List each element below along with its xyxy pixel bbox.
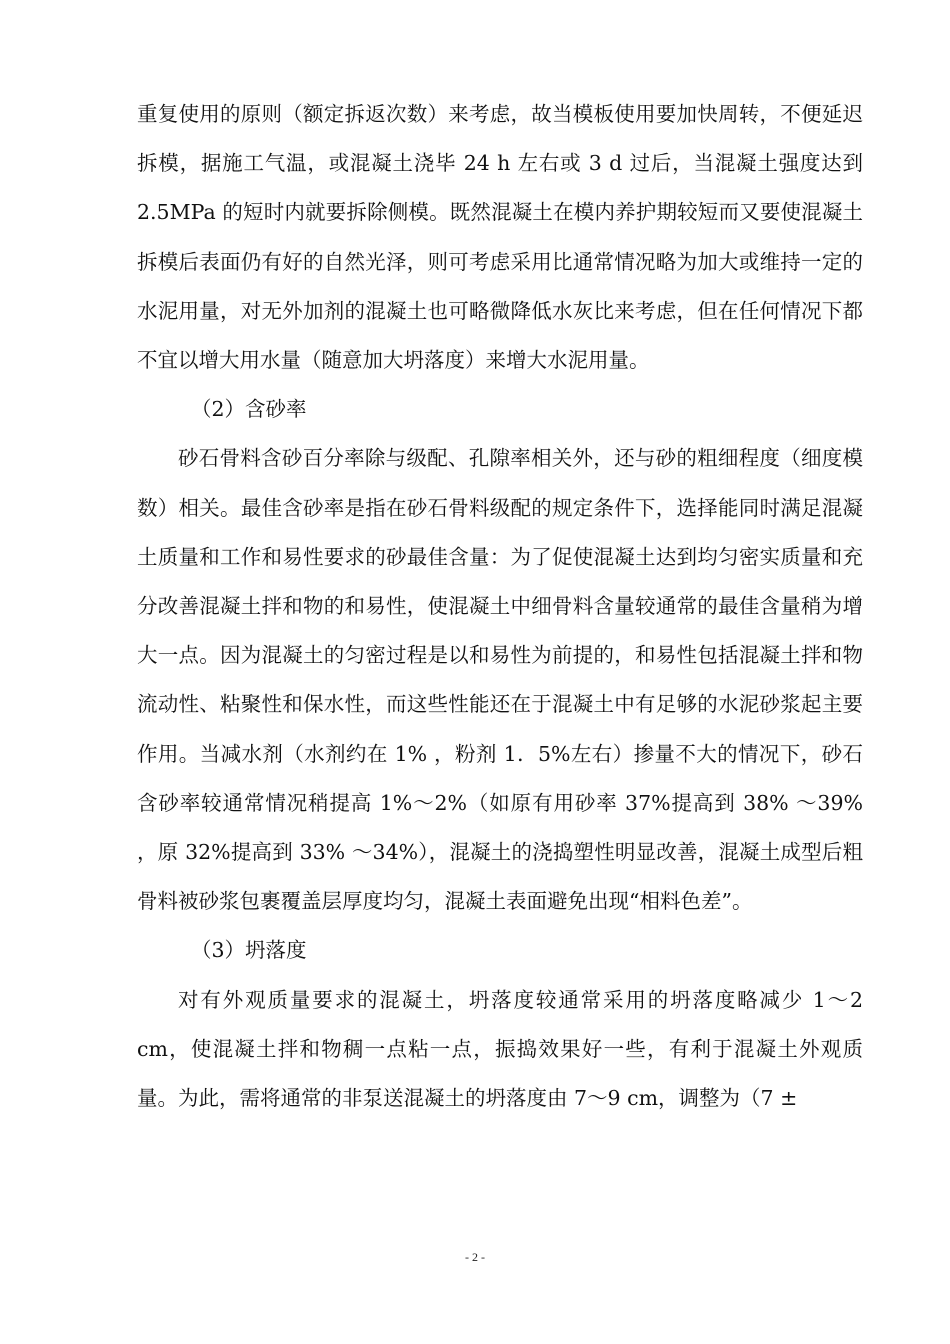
paragraph-formwork: 重复使用的原则（额定拆返次数）来考虑，故当模板使用要加快周转，不便延迟拆模，据施工气温，或混凝土浇毕 24 h 左右或 3 d 过后，当混凝土强度达到 2.5MPa 的短时内就要拆除侧模。既然混凝土在模内养护期较短而又要使混凝土拆模后表面仍有好的自然光泽，则可考虑采用比通常情况略为加大或维持一定的水泥用量，对无外加剂的混凝土也可略微降低水灰比来考虑，但在任何情况下都不宜以增大用水量（随意加大坍落度）来增大水泥用量。 [137, 102, 863, 373]
paragraph-sand-ratio: 砂石骨料含砂百分率除与级配、孔隙率相关外，还与砂的粗细程度（细度模数）相关。最佳含砂率是指在砂石骨料级配的规定条件下，选择能同时满足混凝土质量和工作和易性要求的砂最佳含量：为了促使混凝土达到均匀密实质量和充分改善混凝土拌和物的和易性，使混凝土中细骨料含量较通常的最佳含量稍为增大一点。因为混凝土的匀密过程是以和易性为前提的，和易性包括混凝土拌和物流动性、粘聚性和保水性，而这些性能还在于混凝土中有足够的水泥砂浆起主要作用。当减水剂（水剂约在 1% ，粉剂 1．5%左右）掺量不大的情况下，砂石含砂率较通常情况稍提高 1%～2%（如原有用砂率 37%提高到 38% ～39% ，原 32%提高到 33% ～34%），混凝土的浇捣塑性明显改善，混凝土成型后粗骨料被砂浆包裹覆盖层厚度均匀，混凝土表面避免出现“相料色差”。 [137, 446, 863, 914]
document-body [137, 90, 863, 1123]
section-heading-slump: （3）坍落度 [191, 938, 307, 963]
page-number: - 2 - [465, 1250, 485, 1264]
paragraph-slump: 对有外观质量要求的混凝土，坍落度较通常采用的坍落度略减少 1～2 cm，使混凝土拌和物稠一点粘一点，振捣效果好一些，有利于混凝土外观质量。为此，需将通常的非泵送混凝土的坍落度由 7～9 cm，调整为（7 ± [137, 987, 863, 1111]
section-heading-sand-ratio: （2）含砂率 [191, 397, 307, 422]
